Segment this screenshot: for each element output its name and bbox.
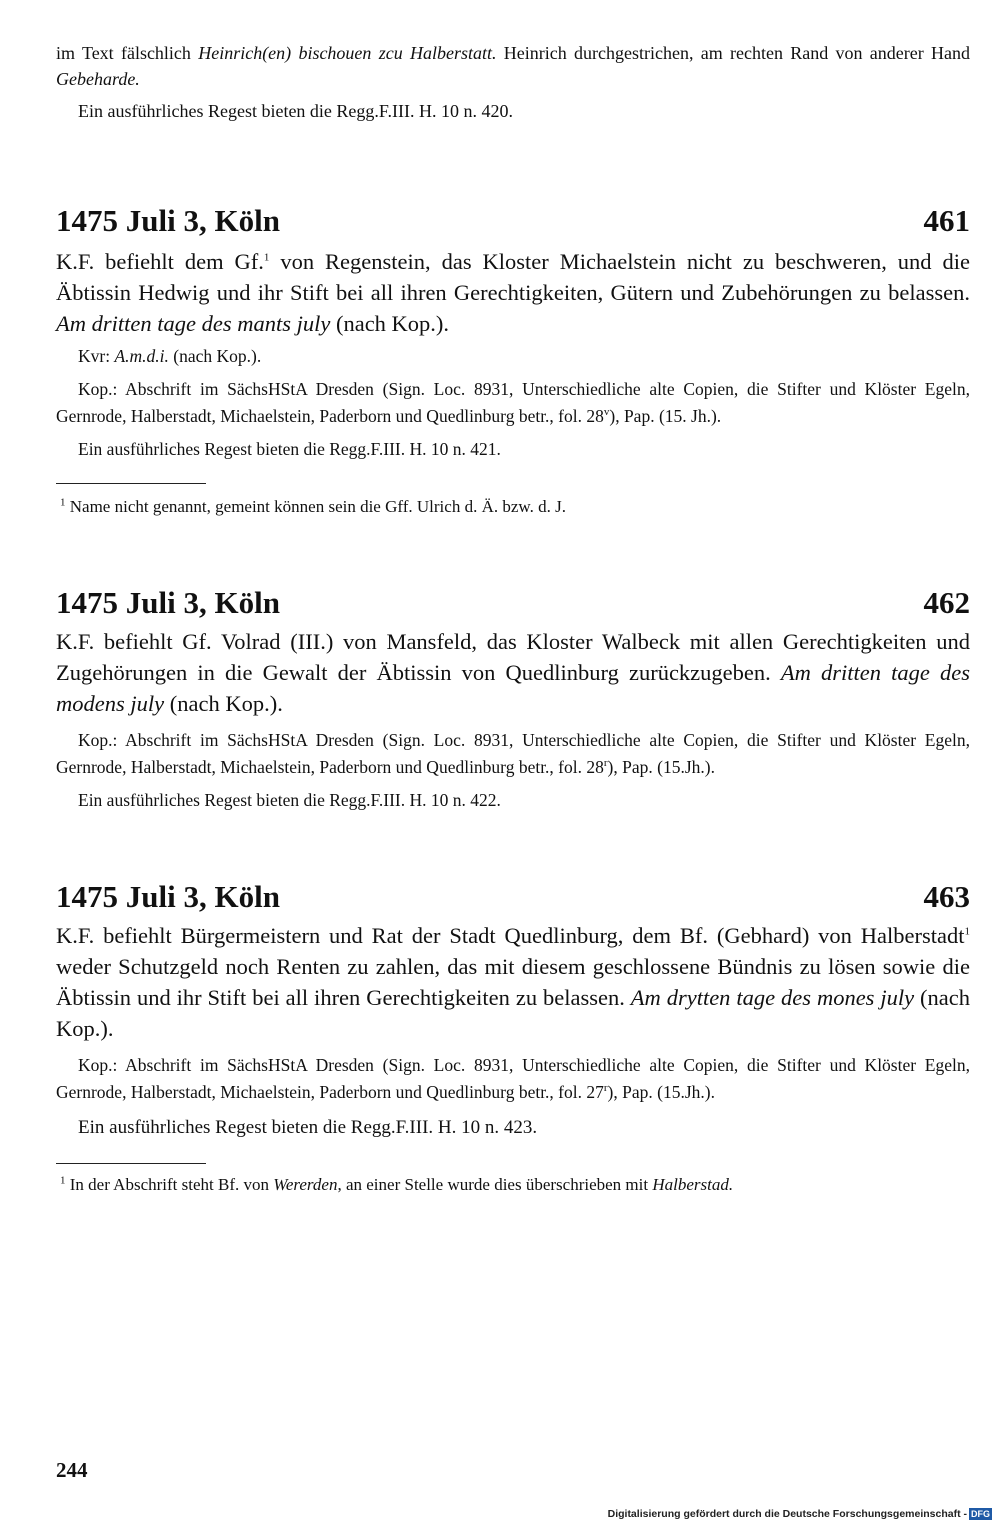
entry-date: 1475 Juli 3, Köln bbox=[56, 879, 280, 914]
entry-regest: Ein ausführliches Regest bieten die Regg.F.III. H. 10 n. 423. bbox=[78, 1117, 538, 1138]
funding-credit: Digitalisierung gefördert durch die Deutsche Forschungsgemeinschaft - DFG bbox=[607, 1508, 990, 1520]
entry-body: K.F. befiehlt Bürgermeistern und Rat der Stadt Quedlinburg, dem Bf. (Gebhard) von Halberstadt$^1$ weder Schutzgeld noch Renten zu zahlen, das mit diesem geschlossene Bündnis zu lösen sowie die Äbtissin und ihr Stift bei all ihren Gerechtigkeiten zu belassen. Am drytten tage des mones july (nach Kop.). bbox=[56, 923, 971, 1041]
entry-regest: Ein ausführliches Regest bieten die Regg.F.III. H. 10 n. 421. bbox=[78, 439, 501, 459]
entry-number: 463 bbox=[923, 879, 970, 914]
intro-italic: Gebeharde. bbox=[56, 69, 140, 89]
entry-number: 462 bbox=[923, 585, 970, 620]
quote-italic: Am dritten tage des mants july bbox=[56, 311, 331, 336]
entry-body: K.F. befiehlt Gf. Volrad (III.) von Mansfeld, das Kloster Walbeck mit allen Gerechtigkeiten und Zugehörungen in die Gewalt der Äbtissin von Quedlinburg zurückzugeben. Am dritten tage des modens july (nach Kop.). bbox=[56, 629, 970, 716]
entry-date: 1475 Juli 3, Köln bbox=[56, 585, 280, 620]
entry-kop: Kop.: Abschrift im SächsHStA Dresden (Sign. Loc. 8931, Unterschiedliche alte Copien, die Stifter und Klöster Egeln, Gernrode, Halberstadt, Michaelstein, Paderborn und Quedlinburg betr., fol. 28$^v$), Pap. (15. Jh.). bbox=[56, 379, 970, 426]
footnote: $^1$ In der Abschrift steht Bf. von Wererden, an einer Stelle wurde dies überschrieben mit Halberstad. bbox=[60, 1174, 734, 1194]
intro-text: Heinrich durchgestrichen, am rechten Rand von anderer Hand bbox=[496, 43, 970, 63]
footnote: $^1$ Name nicht genannt, gemeint können sein die Gff. Ulrich d. Ä. bzw. d. J. bbox=[60, 496, 566, 516]
document-page bbox=[56, 40, 970, 1198]
footnote-divider bbox=[56, 483, 206, 484]
entry-kop: Kop.: Abschrift im SächsHStA Dresden (Sign. Loc. 8931, Unterschiedliche alte Copien, die Stifter und Klöster Egeln, Gernrode, Halberstadt, Michaelstein, Paderborn und Quedlinburg betr., fol. 27$^r$), Pap. (15.Jh.). bbox=[56, 1055, 970, 1102]
footnote-divider bbox=[56, 1163, 206, 1164]
quote-italic: Am dritten tage des modens july bbox=[56, 660, 970, 716]
dfg-logo-icon: DFG bbox=[971, 1509, 990, 1519]
intro-regest: Ein ausführliches Regest bieten die Regg.F.III. H. 10 n. 420. bbox=[78, 101, 513, 121]
entry-regest: Ein ausführliches Regest bieten die Regg.F.III. H. 10 n. 422. bbox=[78, 790, 501, 810]
intro-text: im Text fälschlich bbox=[56, 43, 199, 63]
quote-italic: Am drytten tage des mones july bbox=[630, 985, 915, 1010]
footnote-ref: 1 bbox=[964, 925, 970, 938]
footnote-ref: 1 bbox=[263, 251, 270, 264]
entry-heading bbox=[56, 202, 970, 240]
page-number: 244 bbox=[56, 1458, 88, 1482]
entry-date: 1475 Juli 3, Köln bbox=[56, 203, 280, 238]
entry-kvr: Kvr: A.m.d.i. (nach Kop.). bbox=[78, 346, 262, 366]
intro-note bbox=[56, 40, 970, 92]
entry-kop: Kop.: Abschrift im SächsHStA Dresden (Sign. Loc. 8931, Unterschiedliche alte Copien, die Stifter und Klöster Egeln, Gernrode, Halberstadt, Michaelstein, Paderborn und Quedlinburg betr., fol. 28$^r$), Pap. (15.Jh.). bbox=[56, 730, 970, 777]
entry-body: K.F. befiehlt dem Gf.$^1$ von Regenstein, das Kloster Michaelstein nicht zu beschweren, und die Äbtissin Hedwig und ihr Stift bei all ihren Gerechtigkeiten, Gütern und Zubehörungen zu belassen. Am dritten tage des mants july (nach Kop.). bbox=[56, 249, 970, 336]
entry-heading bbox=[56, 584, 970, 622]
intro-italic: Heinrich(en) bischouen zcu Halberstatt. bbox=[198, 43, 497, 63]
entry-number: 461 bbox=[923, 203, 970, 238]
entry-heading bbox=[56, 878, 970, 916]
